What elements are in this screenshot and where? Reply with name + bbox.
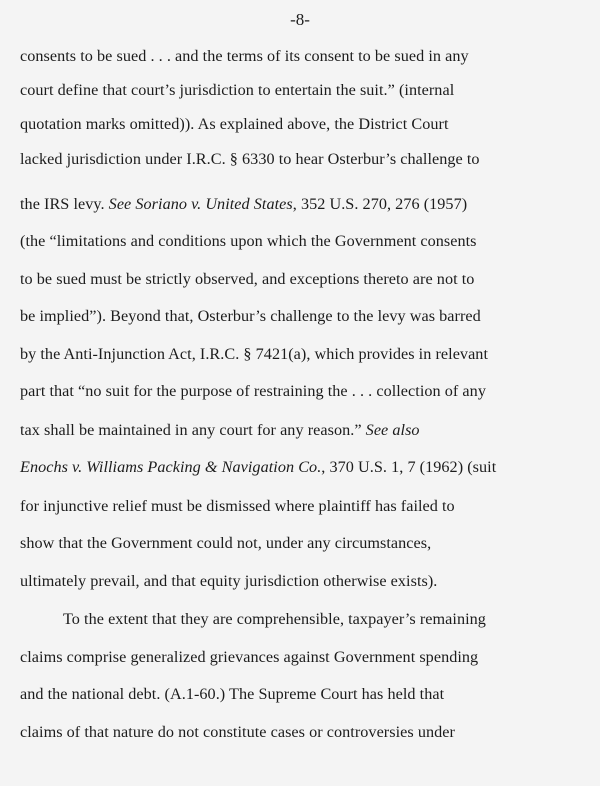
text-line bbox=[20, 149, 595, 169]
text-line bbox=[20, 496, 595, 516]
text-run: consents to be sued . . . and the terms of its consent to be sued in any bbox=[20, 47, 469, 65]
text-line bbox=[20, 231, 595, 251]
text-run: lacked jurisdiction under I.R.C. § 6330 to hear Osterbur’s challenge to bbox=[20, 150, 480, 168]
text-run: and the national debt. (A.1-60.) The Supreme Court has held that bbox=[20, 685, 445, 703]
text-run: , 370 U.S. 1, 7 (1962) (suit bbox=[321, 458, 497, 476]
text-run: part that “no suit for the purpose of restraining the . . . collection of any bbox=[20, 382, 486, 400]
text-run: be implied”). Beyond that, Osterbur’s challenge to the levy was barred bbox=[20, 307, 481, 325]
paragraph-first-line bbox=[20, 609, 600, 629]
text-run: ultimately prevail, and that equity jurisdiction otherwise exists). bbox=[20, 572, 438, 590]
page-number: -8- bbox=[290, 10, 310, 29]
text-line bbox=[20, 344, 595, 364]
text-run: by the Anti-Injunction Act, I.R.C. § 7421(a), which provides in relevant bbox=[20, 345, 489, 363]
text-line bbox=[20, 420, 595, 440]
text-line bbox=[20, 722, 595, 742]
case-citation: See Soriano v. United States bbox=[108, 195, 293, 213]
text-line bbox=[20, 306, 595, 326]
text-run: the IRS levy. bbox=[20, 195, 109, 213]
text-line bbox=[20, 647, 595, 667]
text-line bbox=[20, 194, 595, 214]
text-run: court define that court’s jurisdiction to entertain the suit.” (internal bbox=[20, 81, 455, 99]
text-line bbox=[20, 269, 595, 289]
text-run: tax shall be maintained in any court for any reason.” bbox=[20, 421, 366, 439]
text-run: claims comprise generalized grievances against Government spending bbox=[20, 648, 479, 666]
case-citation: Enochs v. Williams Packing & Navigation Co. bbox=[20, 458, 322, 476]
text-line bbox=[20, 684, 595, 704]
text-run: to be sued must be strictly observed, and exceptions thereto are not to bbox=[20, 270, 475, 288]
text-run: To the extent that they are comprehensible, taxpayer’s remaining bbox=[63, 610, 486, 628]
text-line bbox=[20, 533, 595, 553]
text-run: show that the Government could not, under any circumstances, bbox=[20, 534, 432, 552]
text-run: claims of that nature do not constitute cases or controversies under bbox=[20, 723, 455, 741]
text-line bbox=[20, 114, 595, 134]
text-run: , 352 U.S. 270, 276 (1957) bbox=[292, 195, 468, 213]
text-line bbox=[20, 457, 595, 477]
text-line bbox=[20, 46, 595, 66]
text-line bbox=[20, 80, 595, 100]
text-line bbox=[20, 571, 595, 591]
text-line bbox=[20, 381, 595, 401]
text-run: for injunctive relief must be dismissed where plaintiff has failed to bbox=[20, 497, 455, 515]
case-citation: See also bbox=[365, 421, 420, 439]
text-run: (the “limitations and conditions upon which the Government consents bbox=[20, 232, 477, 250]
text-run: quotation marks omitted)). As explained above, the District Court bbox=[20, 115, 449, 133]
